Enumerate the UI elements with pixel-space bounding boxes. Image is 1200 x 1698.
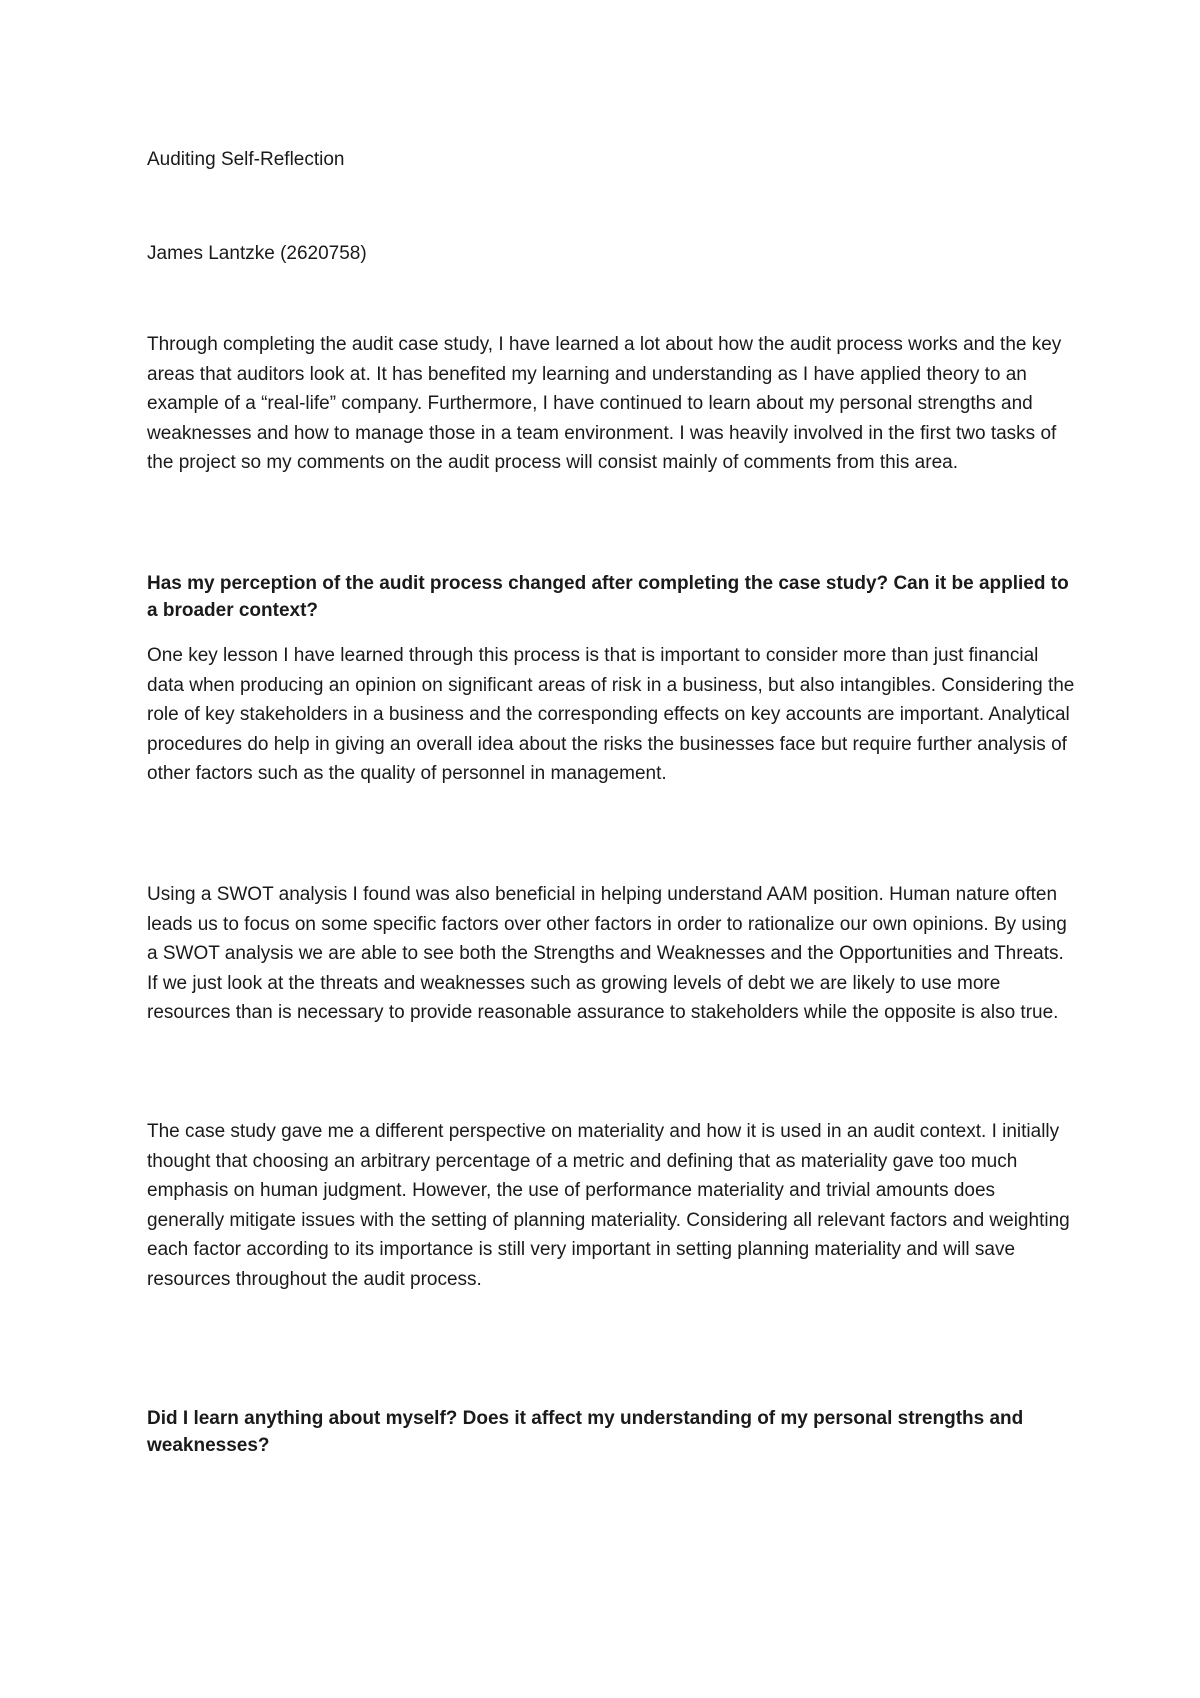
swot-paragraph: Using a SWOT analysis I found was also beneficial in helping understand AAM position. Human nature often leads us to focus on some specific factors over other factors in order to rationalize our own opinions. By using a SWOT analysis we are able to see both the Strengths and Weaknesses and the Opportunities and Threats. If we just look at the threats and weaknesses such as growing levels of debt we are likely to use more resources than is necessary to provide reasonable assurance to stakeholders while the opposite is also true. [147,884,1067,1023]
key-lesson-paragraph: One key lesson I have learned through this process is that is important to consider more than just financial data when producing an opinion on significant areas of risk in a business, but also intangibles. Considering the role of key stakeholders in a business and the corresponding effects on key accounts are important. Analytical procedures do help in giving an overall idea about the risks the businesses face but require further analysis of other factors such as the quality of personnel in management. [147,645,1075,784]
materiality-paragraph: The case study gave me a different perspective on materiality and how it is used in an audit context. I initially thought that choosing an arbitrary percentage of a metric and defining that as materiality gave too much emphasis on human judgment. However, the use of performance materiality and trivial amounts does generally mitigate issues with the setting of planning materiality. Considering all relevant factors and weighting each factor according to its importance is still very important in setting planning materiality and will save resources throughout the audit process. [147,1121,1070,1290]
document-title: Auditing Self-Reflection [147,149,345,170]
intro-paragraph: Through completing the audit case study, I have learned a lot about how the audit process works and the key areas that auditors look at. It has benefited my learning and understanding as I have applied theory to an example of a “real-life” company. Furthermore, I have continued to learn about my personal strengths and weaknesses and how to manage those in a team environment. I was heavily involved in the first two tasks of the project so my comments on the audit process will consist mainly of comments from this area. [147,334,1062,473]
self-learning-question-heading: Did I learn anything about myself? Does it affect my understanding of my personal strengths and weaknesses? [147,1408,1024,1456]
author-line: James Lantzke (2620758) [147,243,367,264]
perception-question-heading: Has my perception of the audit process changed after completing the case study? Can it be applied to a broader context? [147,573,1069,621]
